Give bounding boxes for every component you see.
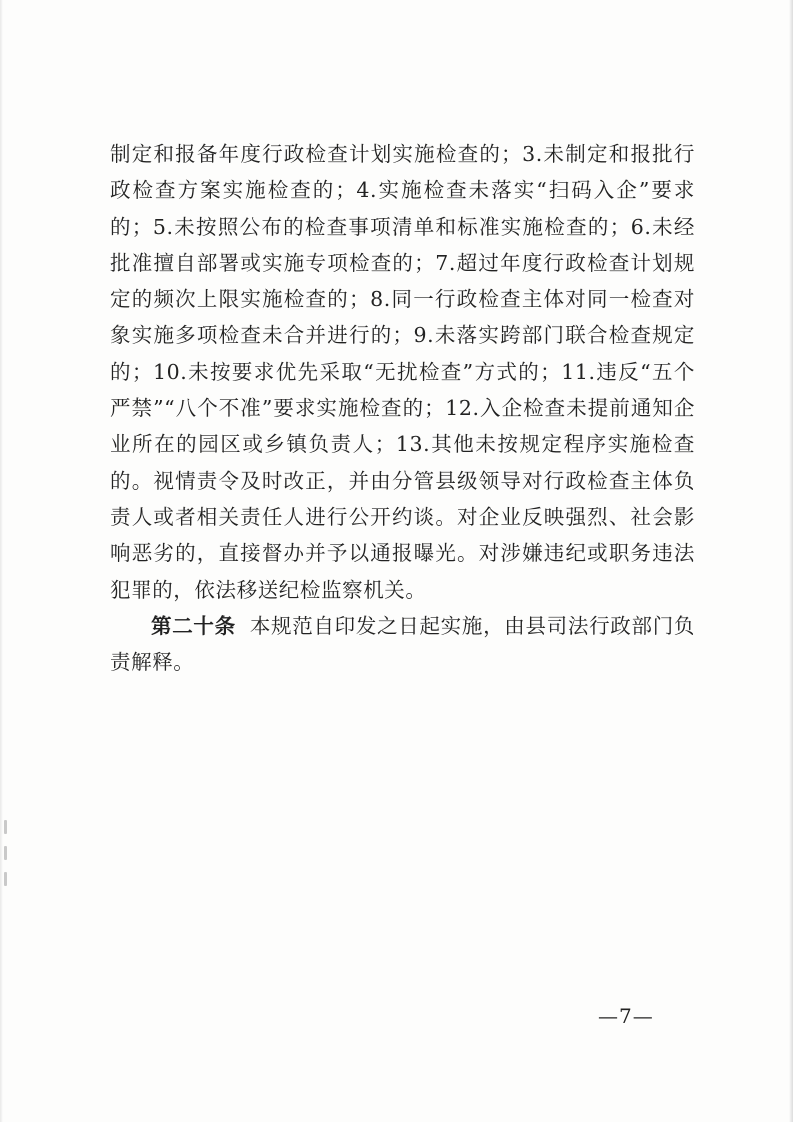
article-20-paragraph bbox=[110, 608, 695, 681]
binding-marks bbox=[4, 820, 10, 890]
article-20-text: 本规范自印发之日起实施，由县司法行政部门负责解释。 bbox=[110, 613, 695, 675]
page-number: —7— bbox=[598, 1004, 654, 1028]
article-20-title: 第二十条 bbox=[151, 613, 236, 638]
body-text bbox=[110, 136, 695, 680]
paragraph-continued: 制定和报备年度行政检查计划实施检查的；3.未制定和报批行政检查方案实施检查的；4.实施检查未落实“扫码入企”要求的；5.未按照公布的检查事项清单和标准实施检查的；6.未经批准擅自部署或实施专项检查的；7.超过年度行政检查计划规定的频次上限实施检查的；8.同一行政检查主体对同一检查对象实施多项检查未合并进行的；9.未落实跨部门联合检查规定的；10.未按要求优先采取“无扰检查”方式的；11.违反“五个严禁”“八个不准”要求实施检查的；12.入企检查未提前通知企业所在的园区或乡镇负责人；13.其他未按规定程序实施检查的。视情责令及时改正，并由分管县级领导对行政检查主体负责人或者相关责任人进行公开约谈。对企业反映强烈、社会影响恶劣的，直接督办并予以通报曝光。对涉嫌违纪或职务违法犯罪的，依法移送纪检监察机关。 bbox=[110, 142, 695, 602]
